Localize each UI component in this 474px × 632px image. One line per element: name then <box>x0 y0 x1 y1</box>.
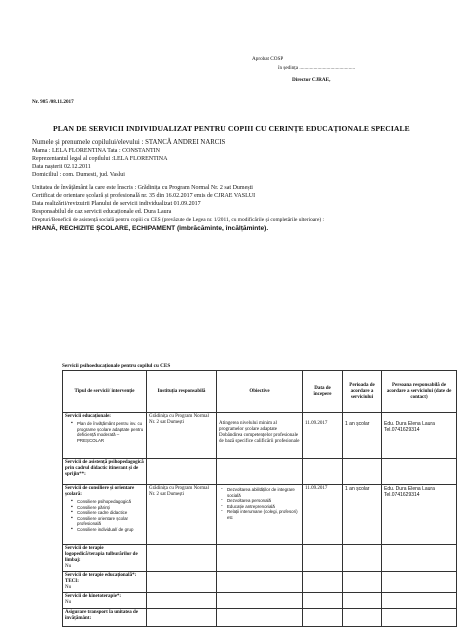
reference-number: Nr. 985 /08.11.2017 <box>32 99 74 105</box>
cell-empty <box>382 593 457 609</box>
cell-empty <box>303 609 343 627</box>
cell-empty <box>382 572 457 593</box>
list-item: ▪ Consiliere individual/ de grup <box>71 527 144 533</box>
list-item: ▪ Consiliere orientare școlar profesională <box>71 516 144 527</box>
cell-period <box>343 459 382 485</box>
parents-line: Mama : LELA FLORENTINA Tata : CONSTANTIN <box>32 148 160 154</box>
cell-person <box>382 459 457 485</box>
table-row <box>63 593 457 609</box>
cell-empty <box>343 545 382 572</box>
header-start: Data de începere <box>303 371 343 413</box>
list-item: ▪ Consiliere părinți <box>71 505 144 511</box>
cell-type <box>63 609 147 627</box>
objective-items <box>221 487 300 521</box>
services-table <box>62 370 457 627</box>
cell-objectives <box>217 459 303 485</box>
certificate-line: Certificat de orientare școlară și profesională nr. 35 din 16.02.2017 emis de CJRAE VASLUI <box>32 193 256 199</box>
service-title: Asigurare transport la unitatea de învățământ: <box>65 610 138 621</box>
cell-empty <box>343 572 382 593</box>
service-title: Servicii de terapie educațională*: <box>65 573 137 578</box>
list-item: ▪ Consiliere psihopedagogică <box>71 499 144 505</box>
table-row <box>63 572 457 593</box>
table-header-row <box>63 371 457 413</box>
service-title: Servicii de terapie logopedică/terapia tulburărilor de limbaj: <box>65 546 138 563</box>
cell-empty <box>343 609 382 627</box>
list-item: ▪ Consiliere cadre didactice <box>71 510 144 516</box>
cell-empty <box>217 593 303 609</box>
header-type: Tipul de servicii/ intervenție <box>63 371 147 413</box>
cell-empty <box>147 572 217 593</box>
cell-objectives: Atingerea nivelului minim al programelor școlare adaptate Dobândirea competențelor profesionale de bază specifice calificării profesionale <box>217 413 303 459</box>
table-row <box>63 545 457 572</box>
director-label: Director CJRAE, <box>292 77 331 83</box>
service-title: Servicii educaționale: <box>65 414 111 419</box>
benefits-line: HRANĂ, RECHIZITE ȘCOLARE, ECHIPAMENT (îmbrăcăminte, încălțăminte). <box>32 225 269 232</box>
table-row <box>63 459 457 485</box>
cell-empty <box>303 572 343 593</box>
plan-date-line: Data realizării/revizuirii Planului de servicii individualizat 01.09.2017 <box>32 201 201 207</box>
student-name-line <box>32 139 225 146</box>
cell-empty <box>217 545 303 572</box>
table-row <box>63 485 457 545</box>
cell-institution: Grădinița cu Program Normal Nr. 2 sat Dumești <box>147 485 217 545</box>
legal-representative: Reprezentantul legal al copilului :LELA FLORENTINA <box>32 156 168 162</box>
cell-type <box>63 593 147 609</box>
header-person: Persoana responsabilă de acordare a serviciului (date de contact) <box>382 371 457 413</box>
case-responsible-line: Responsabilul de caz servicii educaționale ed. Dura Laura <box>32 209 172 215</box>
cell-empty <box>303 545 343 572</box>
cell-empty <box>147 593 217 609</box>
service-title: Servicii de kinetoterapie*: <box>65 594 122 599</box>
cell-period: 1 an școlar <box>343 413 382 459</box>
list-item: ▪ Plan de învățământ pentru inv. cu programe școlare adaptate pentru deficiență moderată – PREȘCOLAR <box>71 421 144 443</box>
cell-institution <box>147 459 217 485</box>
header-period: Perioada de acordare a serviciului <box>343 371 382 413</box>
list-item: - Dezvoltarea abilităților de integrare socială <box>221 487 300 498</box>
cell-type <box>63 413 147 459</box>
school-line: Unitatea de învățământ la care este înscris : Grădinița cu Program Normal Nr. 2 sat Dumești <box>32 185 253 191</box>
table-row <box>63 609 457 627</box>
cell-type: Servicii de asistență psihopedagogică prin cadrul didactic itinerant și de sprijin**: <box>63 459 147 485</box>
cell-objectives <box>217 485 303 545</box>
cell-empty <box>147 545 217 572</box>
cell-start: 11.09.2017 <box>303 485 343 545</box>
table-caption: Servicii psihoeducaționale pentru copilul cu CES <box>62 363 171 369</box>
student-name: Numele și prenumele copilului/elevului : STANCĂ ANDREI NARCIS <box>32 139 226 146</box>
rights-line: Drepturi/Beneficii de asistență socială pentru copiii cu CES (prevăzute de Legea nr. 1/2011, cu modificările și completările ulterioare) : <box>32 217 324 223</box>
service-title: Servicii de consiliere și orientare școlară: <box>65 486 135 497</box>
meeting-line: în ședința ........................................... <box>278 65 356 71</box>
cell-empty <box>382 609 457 627</box>
list-item: - Dezvoltarea personală <box>221 498 300 504</box>
service-value: Nu <box>65 585 72 590</box>
approval-label: Aprobat COSP <box>252 56 284 62</box>
cell-empty <box>343 593 382 609</box>
cell-person: Edu. Dura Elena Laura Tel.0741629314 <box>382 485 457 545</box>
cell-empty <box>303 593 343 609</box>
birth-date: Data nașterii 02.12.2011 <box>32 164 91 170</box>
header-objectives: Obiective <box>217 371 303 413</box>
cell-type <box>63 572 147 593</box>
header-institution: Instituția responsabilă <box>147 371 217 413</box>
document-title: PLAN DE SERVICII INDIVIDUALIZAT PENTRU COPIII CU CERINȚE EDUCAȚIONALE SPECIALE <box>53 124 410 133</box>
cell-period: 1 an școlar <box>343 485 382 545</box>
service-items <box>71 499 144 533</box>
service-value: Nu <box>65 600 72 605</box>
service-items <box>71 421 144 443</box>
cell-institution: Grădinița cu Program Normal Nr. 2 sat Dumești <box>147 413 217 459</box>
list-item: - Educație antreprenorială <box>221 504 300 510</box>
cell-start: 11.09.2017 <box>303 413 343 459</box>
list-item: - Relații interumane (colegi, profesori) etc <box>221 509 300 520</box>
cell-person: Edu. Dura Elena Laura Tel.0741629314 <box>382 413 457 459</box>
cell-empty <box>382 545 457 572</box>
service-sub: TECI: <box>65 579 79 584</box>
address: Domiciliul : com. Dumesti, jud. Vaslui <box>32 172 125 178</box>
table-row <box>63 413 457 459</box>
cell-type <box>63 485 147 545</box>
cell-empty <box>217 609 303 627</box>
cell-start <box>303 459 343 485</box>
service-value: Nu <box>65 564 72 569</box>
cell-empty <box>147 609 217 627</box>
cell-type <box>63 545 147 572</box>
cell-empty <box>217 572 303 593</box>
